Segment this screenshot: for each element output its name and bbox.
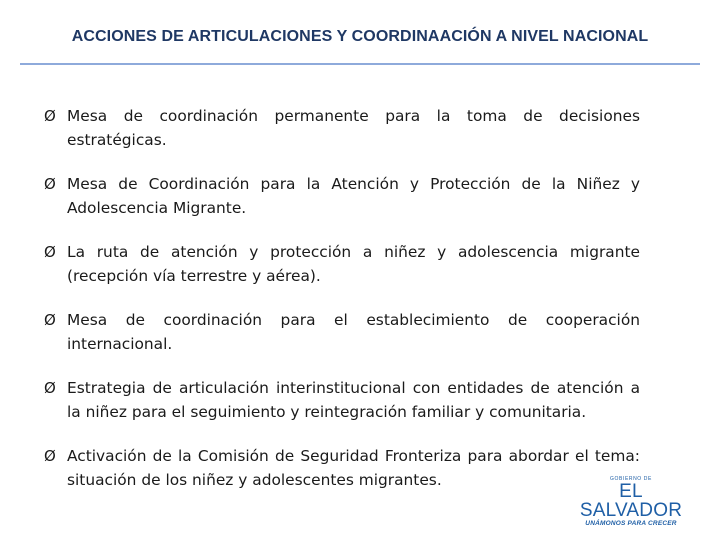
arrow-bullet-icon: Ø: [44, 447, 56, 465]
logo-top-line: GOBIERNO DE: [610, 476, 652, 482]
bullet-text: Mesa de Coordinación para la Atención y Protección de la Niñez y Adolescencia Migrante.: [67, 175, 640, 217]
bullet-item: [44, 376, 640, 424]
bullet-text: Mesa de coordinación para el establecimiento de cooperación internacional.: [67, 311, 640, 353]
slide-title: ACCIONES DE ARTICULACIONES Y COORDINAACIÓN A NIVEL NACIONAL: [71, 28, 649, 45]
bullet-item: [44, 240, 640, 288]
arrow-bullet-icon: Ø: [44, 107, 56, 125]
logo-tagline: UNÁMONOS PARA CRECER: [585, 520, 677, 527]
logo-name: EL SALVADOR: [579, 481, 683, 521]
bullet-item: [44, 308, 640, 356]
bullet-text: La ruta de atención y protección a niñez y adolescencia migrante (recepción vía terrestre y aérea).: [67, 243, 640, 285]
bullet-text: Activación de la Comisión de Seguridad Fronteriza para abordar el tema: situación de los niñez y adolescentes migrantes.: [67, 447, 640, 489]
arrow-bullet-icon: Ø: [44, 243, 56, 261]
arrow-bullet-icon: Ø: [44, 175, 56, 193]
bullet-item: [44, 104, 640, 152]
bullet-item: [44, 444, 640, 492]
bullet-text: Mesa de coordinación permanente para la toma de decisiones estratégicas.: [67, 107, 640, 149]
bullet-item: [44, 172, 640, 220]
bullet-text: Estrategia de articulación interinstitucional con entidades de atención a la niñez para el seguimiento y reintegración familiar y comunitaria.: [67, 379, 640, 421]
title-divider: [20, 63, 700, 65]
bullet-list: [44, 104, 640, 512]
el-salvador-logo: [576, 476, 686, 527]
arrow-bullet-icon: Ø: [44, 379, 56, 397]
arrow-bullet-icon: Ø: [44, 311, 56, 329]
